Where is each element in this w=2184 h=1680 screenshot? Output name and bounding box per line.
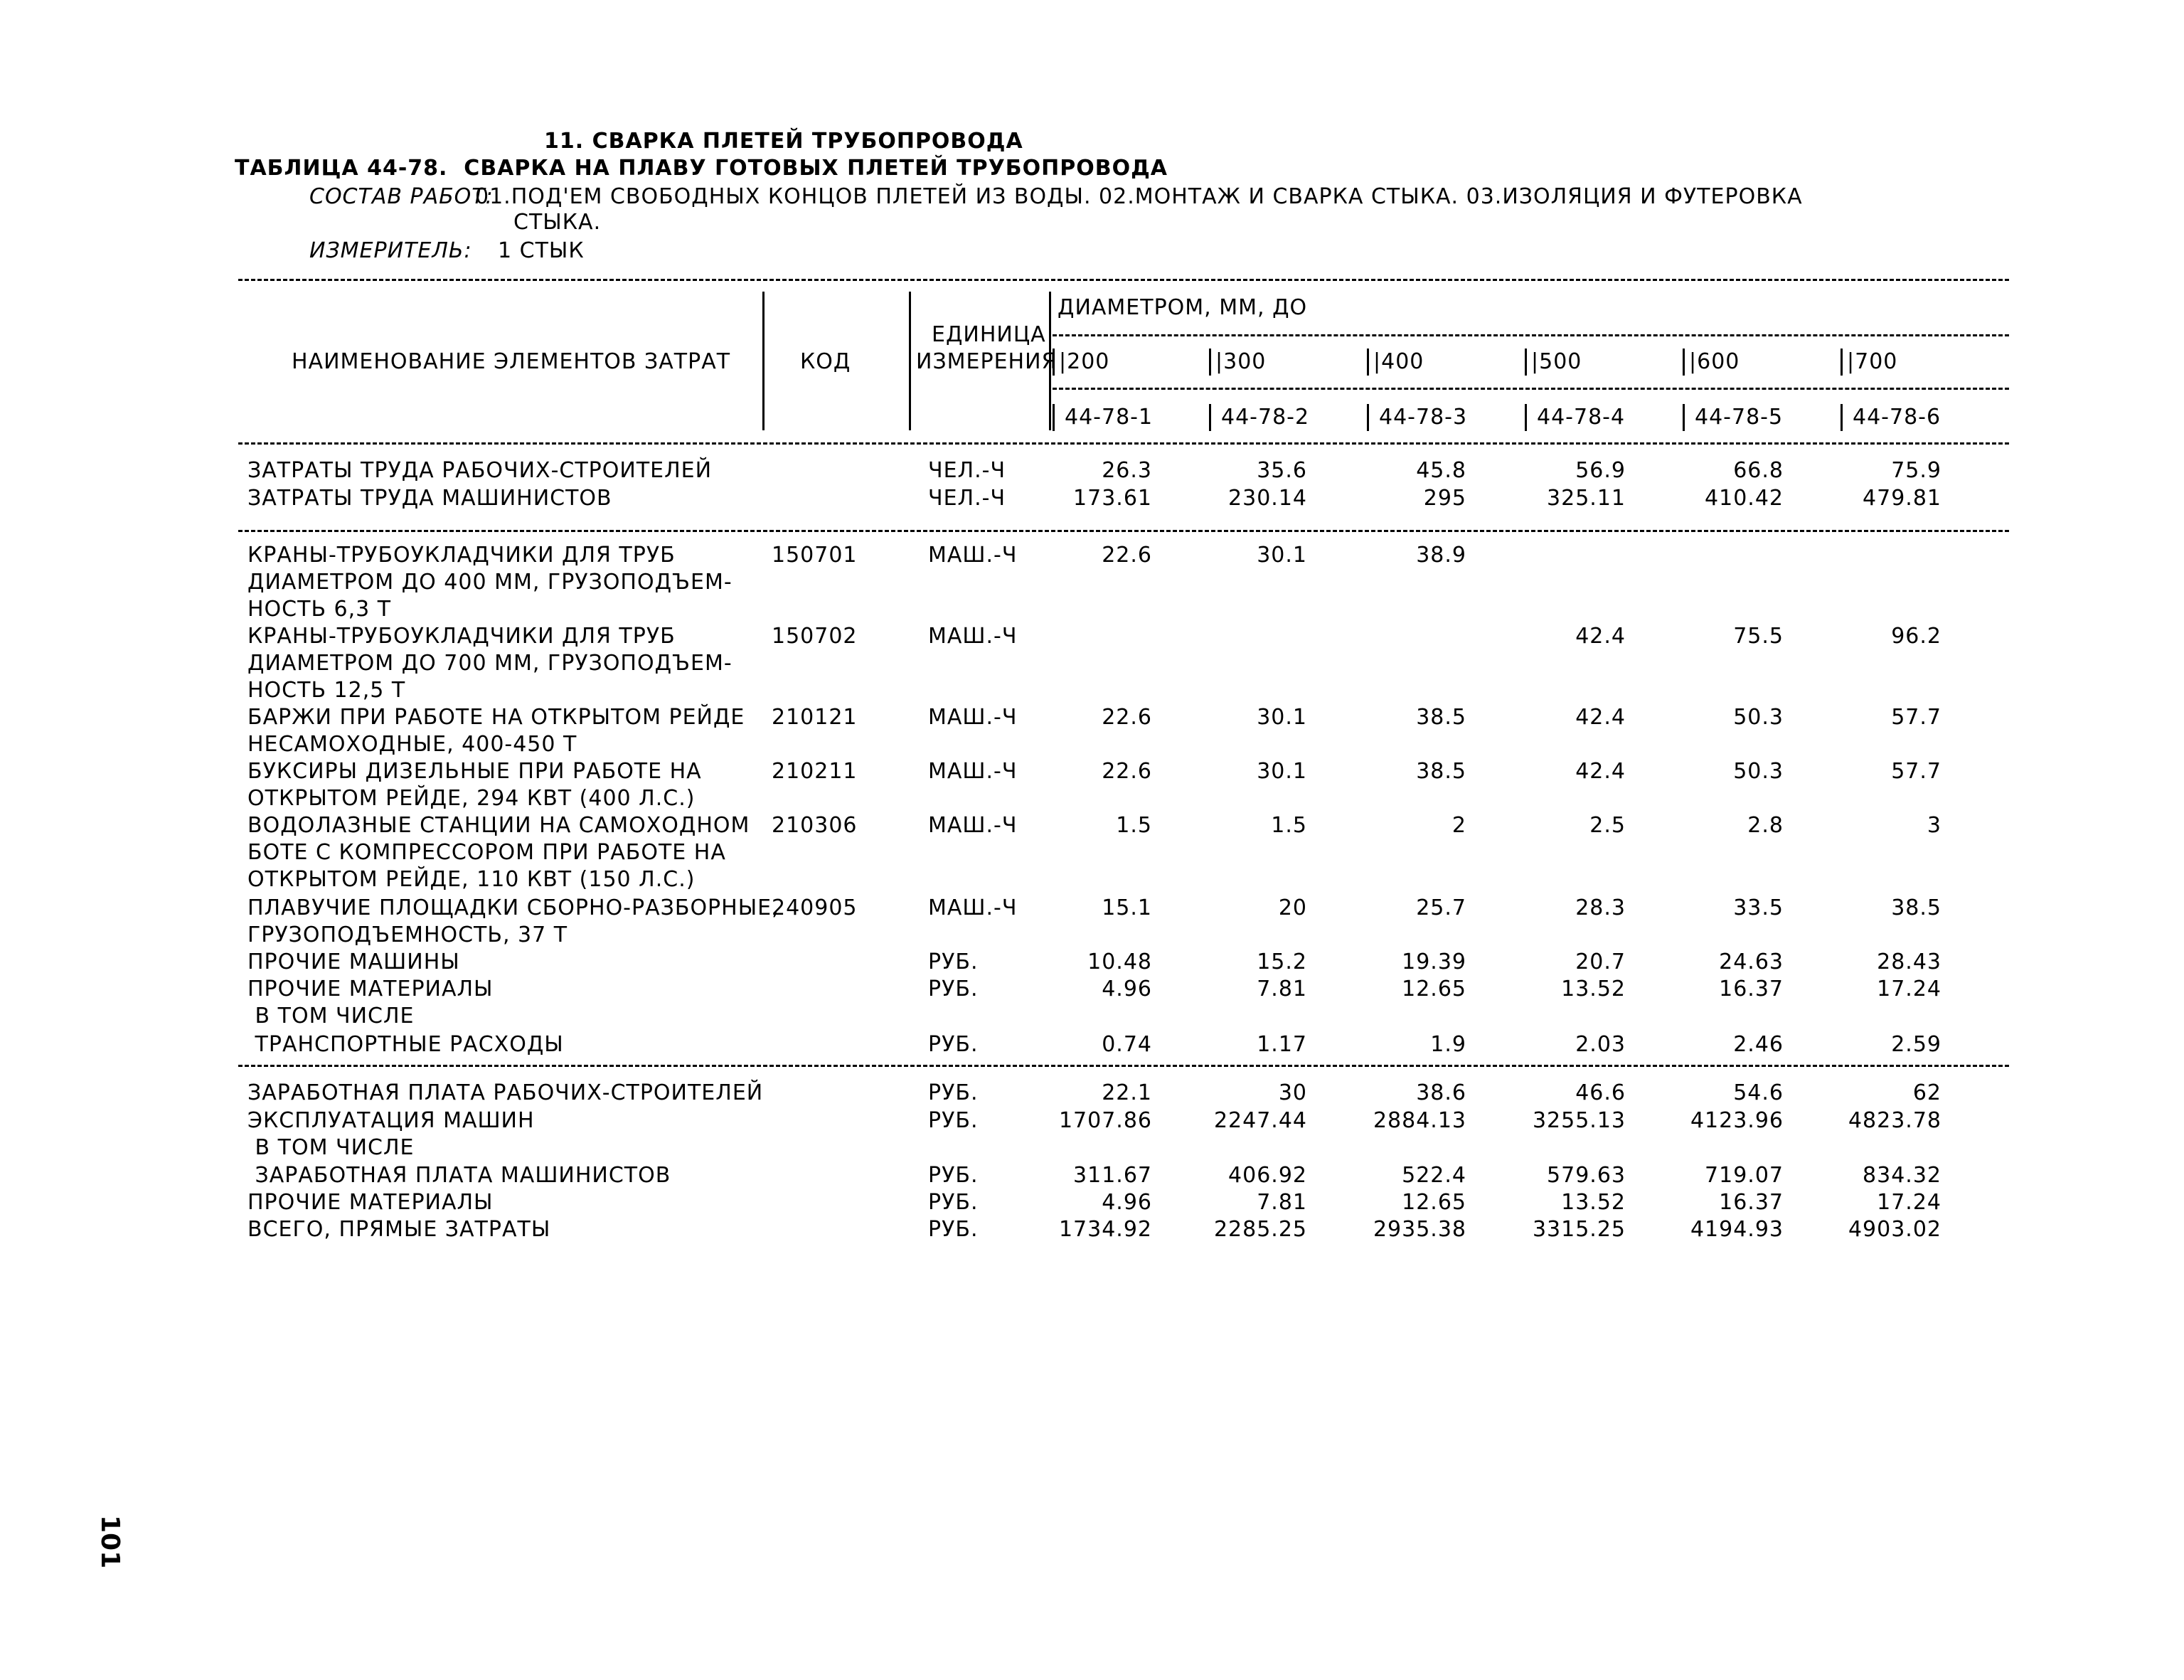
row-unit: ЧЕЛ.-Ч	[928, 486, 1006, 511]
meter-value: 1 СТЫК	[498, 238, 585, 263]
row-label: ДИАМЕТРОМ ДО 400 ММ, ГРУЗОПОДЪЕМ-	[247, 570, 733, 595]
row-unit: РУБ.	[928, 950, 979, 974]
row-value: 30.1	[1257, 705, 1307, 730]
row-label: ГРУЗОПОДЪЕМНОСТЬ, 37 Т	[247, 923, 568, 947]
row-label: ЗАРАБОТНАЯ ПЛАТА МАШИНИСТОВ	[247, 1163, 671, 1188]
row-value: 1.17	[1257, 1032, 1307, 1057]
row-code: 240905	[772, 895, 858, 920]
row-label: ЗАТРАТЫ ТРУДА МАШИНИСТОВ	[247, 486, 612, 511]
row-value: 54.6	[1733, 1080, 1784, 1105]
row-value: 24.63	[1719, 950, 1784, 974]
row-unit: РУБ.	[928, 977, 979, 1001]
row-value: 28.3	[1575, 895, 1626, 920]
row-unit: МАШ.-Ч	[928, 759, 1018, 784]
row-unit: МАШ.-Ч	[928, 813, 1018, 838]
row-unit: РУБ.	[928, 1190, 979, 1215]
row-value: 230.14	[1228, 486, 1307, 511]
header-diameter-value: |400	[1367, 349, 1424, 376]
row-unit: РУБ.	[928, 1080, 979, 1105]
row-unit: РУБ.	[928, 1163, 979, 1188]
header-unit-2: ИЗМЕРЕНИЯ	[916, 349, 1058, 374]
header-name: НАИМЕНОВАНИЕ ЭЛЕМЕНТОВ ЗАТРАТ	[292, 349, 731, 374]
row-value: 96.2	[1891, 624, 1941, 649]
row-value: 56.9	[1575, 458, 1626, 483]
header-diameter-value: |500	[1525, 349, 1582, 376]
row-value: 22.1	[1102, 1080, 1152, 1105]
row-value: 26.3	[1102, 458, 1152, 483]
row-value: 28.43	[1877, 950, 1941, 974]
row-label: В ТОМ ЧИСЛЕ	[247, 1004, 415, 1028]
row-label: ПЛАВУЧИЕ ПЛОЩАДКИ СБОРНО-РАЗБОРНЫЕ,	[247, 895, 779, 920]
row-label: ДИАМЕТРОМ ДО 700 ММ, ГРУЗОПОДЪЕМ-	[247, 651, 733, 676]
header-divider	[762, 292, 765, 430]
row-value: 42.4	[1575, 705, 1626, 730]
row-value: 3315.25	[1532, 1217, 1626, 1242]
row-value: 4903.02	[1848, 1217, 1941, 1242]
row-value: 173.61	[1073, 486, 1152, 511]
row-label: НЕСАМОХОДНЫЕ, 400-450 Т	[247, 732, 577, 757]
row-unit: МАШ.-Ч	[928, 624, 1018, 649]
work-label: СОСТАВ РАБОТ:	[309, 184, 494, 209]
row-value: 2935.38	[1373, 1217, 1466, 1242]
row-value: 30	[1278, 1080, 1307, 1105]
row-label: ТРАНСПОРТНЫЕ РАСХОДЫ	[247, 1032, 564, 1057]
row-value: 17.24	[1877, 977, 1941, 1001]
row-value: 38.5	[1891, 895, 1941, 920]
row-value: 13.52	[1561, 1190, 1626, 1215]
row-value: 2.59	[1891, 1032, 1941, 1057]
row-value: 22.6	[1102, 759, 1152, 784]
row-value: 2884.13	[1373, 1108, 1466, 1133]
row-value: 1.9	[1430, 1032, 1466, 1057]
header-diameter-value: |600	[1683, 349, 1740, 376]
row-label: КРАНЫ-ТРУБОУКЛАДЧИКИ ДЛЯ ТРУБ	[247, 543, 676, 568]
row-label: ПРОЧИЕ МАТЕРИАЛЫ	[247, 1190, 494, 1215]
rule-section-2	[238, 1065, 2009, 1067]
row-value: 3255.13	[1532, 1108, 1626, 1133]
row-value: 66.8	[1733, 458, 1784, 483]
row-value: 410.42	[1705, 486, 1784, 511]
header-diameter: ДИАМЕТРОМ, ММ, ДО	[1058, 295, 1308, 320]
row-value: 2.5	[1589, 813, 1626, 838]
row-value: 3	[1927, 813, 1941, 838]
row-label: ОТКРЫТОМ РЕЙДЕ, 294 КВТ (400 Л.С.)	[247, 786, 696, 811]
row-value: 16.37	[1719, 977, 1784, 1001]
header-code-value: 44-78-1	[1053, 404, 1153, 431]
row-value: 50.3	[1733, 759, 1784, 784]
row-value: 15.1	[1102, 895, 1152, 920]
rule-diameter	[1053, 334, 2009, 336]
row-label: ОТКРЫТОМ РЕЙДЕ, 110 КВТ (150 Л.С.)	[247, 867, 696, 892]
row-value: 46.6	[1575, 1080, 1626, 1105]
row-value: 522.4	[1402, 1163, 1466, 1188]
work-text-line-2: СТЫКА.	[513, 210, 602, 235]
row-value: 311.67	[1073, 1163, 1152, 1188]
row-label: ВОДОЛАЗНЫЕ СТАНЦИИ НА САМОХОДНОМ	[247, 813, 750, 838]
row-label: КРАНЫ-ТРУБОУКЛАДЧИКИ ДЛЯ ТРУБ	[247, 624, 676, 649]
row-value: 2.8	[1747, 813, 1784, 838]
row-code: 210306	[772, 813, 858, 838]
row-unit: ЧЕЛ.-Ч	[928, 458, 1006, 483]
row-value: 45.8	[1416, 458, 1466, 483]
row-value: 12.65	[1402, 1190, 1466, 1215]
row-value: 30.1	[1257, 543, 1307, 568]
row-label: ПРОЧИЕ МАШИНЫ	[247, 950, 460, 974]
rule-section-1	[238, 530, 2009, 532]
table-title: ТАБЛИЦА 44-78. СВАРКА НА ПЛАВУ ГОТОВЫХ ПЛЕТЕЙ ТРУБОПРОВОДА	[235, 156, 1168, 181]
row-label: ВСЕГО, ПРЯМЫЕ ЗАТРАТЫ	[247, 1217, 551, 1242]
row-value: 479.81	[1863, 486, 1941, 511]
row-value: 1.5	[1271, 813, 1307, 838]
row-label: ЭКСПЛУАТАЦИЯ МАШИН	[247, 1108, 535, 1133]
row-value: 20.7	[1575, 950, 1626, 974]
row-value: 7.81	[1257, 1190, 1307, 1215]
header-code-value: 44-78-3	[1367, 404, 1467, 431]
row-label: БОТЕ С КОМПРЕССОРОМ ПРИ РАБОТЕ НА	[247, 840, 726, 865]
row-value: 62	[1912, 1080, 1941, 1105]
row-unit: РУБ.	[928, 1217, 979, 1242]
row-label: НОСТЬ 12,5 Т	[247, 678, 406, 703]
header-divider	[909, 292, 911, 430]
row-value: 57.7	[1891, 759, 1941, 784]
row-value: 2.03	[1575, 1032, 1626, 1057]
row-label: В ТОМ ЧИСЛЕ	[247, 1135, 415, 1160]
row-value: 579.63	[1547, 1163, 1626, 1188]
row-unit: МАШ.-Ч	[928, 543, 1018, 568]
row-value: 4123.96	[1690, 1108, 1784, 1133]
header-code: КОД	[800, 349, 851, 374]
row-value: 325.11	[1547, 486, 1626, 511]
rule-codes	[1053, 388, 2009, 390]
row-value: 1707.86	[1058, 1108, 1152, 1133]
row-label: ПРОЧИЕ МАТЕРИАЛЫ	[247, 977, 494, 1001]
row-value: 50.3	[1733, 705, 1784, 730]
row-value: 22.6	[1102, 543, 1152, 568]
row-value: 4.96	[1102, 977, 1152, 1001]
header-diameter-value: |300	[1209, 349, 1266, 376]
row-value: 834.32	[1863, 1163, 1941, 1188]
rule-header-bottom	[238, 442, 2009, 445]
row-unit: МАШ.-Ч	[928, 895, 1018, 920]
row-value: 1734.92	[1058, 1217, 1152, 1242]
row-value: 19.39	[1402, 950, 1466, 974]
row-value: 22.6	[1102, 705, 1152, 730]
row-value: 2.46	[1733, 1032, 1784, 1057]
row-value: 12.65	[1402, 977, 1466, 1001]
header-code-value: 44-78-4	[1525, 404, 1625, 431]
header-code-value: 44-78-6	[1841, 404, 1941, 431]
page-number: 101	[95, 1515, 124, 1569]
header-diameter-value: |200	[1053, 349, 1109, 376]
row-code: 210211	[772, 759, 858, 784]
row-value: 75.9	[1891, 458, 1941, 483]
row-value: 38.5	[1416, 759, 1466, 784]
work-text-line-1: 01.ПОД'ЕМ СВОБОДНЫХ КОНЦОВ ПЛЕТЕЙ ИЗ ВОДЫ. 02.МОНТАЖ И СВАРКА СТЫКА. 03.ИЗОЛЯЦИЯ И ФУТЕРОВКА	[475, 184, 1803, 209]
row-value: 13.52	[1561, 977, 1626, 1001]
row-code: 150702	[772, 624, 858, 649]
row-value: 20	[1278, 895, 1307, 920]
row-value: 42.4	[1575, 624, 1626, 649]
row-value: 16.37	[1719, 1190, 1784, 1215]
row-value: 35.6	[1257, 458, 1307, 483]
section-title: 11. СВАРКА ПЛЕТЕЙ ТРУБОПРОВОДА	[544, 129, 1023, 154]
header-unit-1: ЕДИНИЦА	[932, 322, 1046, 347]
row-value: 295	[1423, 486, 1466, 511]
row-label: ЗАРАБОТНАЯ ПЛАТА РАБОЧИХ-СТРОИТЕЛЕЙ	[247, 1080, 764, 1105]
row-value: 2	[1451, 813, 1466, 838]
meter-label: ИЗМЕРИТЕЛЬ:	[309, 238, 472, 263]
row-value: 57.7	[1891, 705, 1941, 730]
row-value: 4.96	[1102, 1190, 1152, 1215]
row-value: 33.5	[1733, 895, 1784, 920]
row-label: НОСТЬ 6,3 Т	[247, 597, 392, 622]
row-value: 17.24	[1877, 1190, 1941, 1215]
row-value: 4194.93	[1690, 1217, 1784, 1242]
row-value: 406.92	[1228, 1163, 1307, 1188]
row-unit: РУБ.	[928, 1108, 979, 1133]
row-value: 25.7	[1416, 895, 1466, 920]
row-value: 2247.44	[1213, 1108, 1307, 1133]
header-code-value: 44-78-5	[1683, 404, 1783, 431]
row-value: 42.4	[1575, 759, 1626, 784]
row-unit: МАШ.-Ч	[928, 705, 1018, 730]
row-value: 15.2	[1257, 950, 1307, 974]
row-value: 1.5	[1116, 813, 1152, 838]
row-code: 150701	[772, 543, 858, 568]
row-code: 210121	[772, 705, 858, 730]
row-label: БУКСИРЫ ДИЗЕЛЬНЫЕ ПРИ РАБОТЕ НА	[247, 759, 702, 784]
header-diameter-value: |700	[1841, 349, 1897, 376]
row-value: 10.48	[1087, 950, 1152, 974]
rule-top	[238, 279, 2009, 281]
header-code-value: 44-78-2	[1209, 404, 1309, 431]
row-value: 2285.25	[1213, 1217, 1307, 1242]
row-value: 38.9	[1416, 543, 1466, 568]
row-value: 4823.78	[1848, 1108, 1941, 1133]
row-value: 75.5	[1733, 624, 1784, 649]
row-value: 30.1	[1257, 759, 1307, 784]
row-value: 0.74	[1102, 1032, 1152, 1057]
row-label: ЗАТРАТЫ ТРУДА РАБОЧИХ-СТРОИТЕЛЕЙ	[247, 458, 713, 483]
row-value: 719.07	[1705, 1163, 1784, 1188]
row-value: 38.6	[1416, 1080, 1466, 1105]
row-unit: РУБ.	[928, 1032, 979, 1057]
row-value: 38.5	[1416, 705, 1466, 730]
row-label: БАРЖИ ПРИ РАБОТЕ НА ОТКРЫТОМ РЕЙДЕ	[247, 705, 745, 730]
row-value: 7.81	[1257, 977, 1307, 1001]
